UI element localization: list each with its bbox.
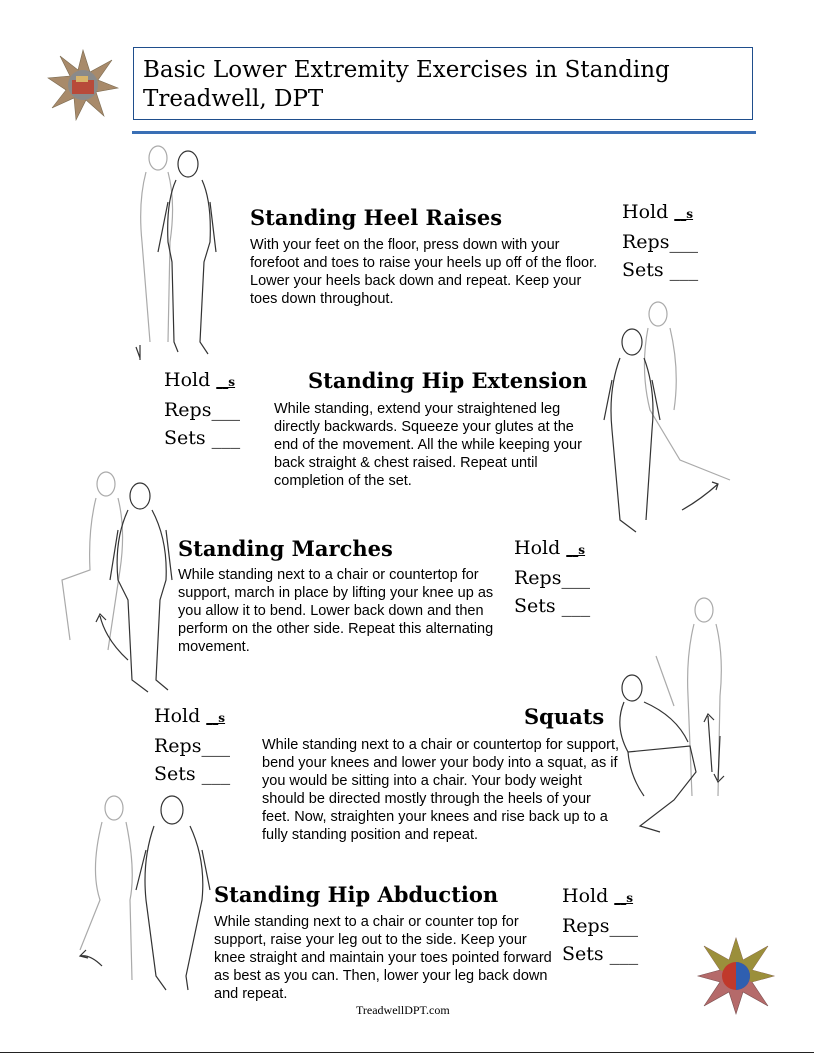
page-subtitle: Treadwell, DPT [143, 86, 324, 112]
logo-star-icon [696, 936, 776, 1016]
hold-reps-sets-heel-raises [622, 198, 698, 284]
exercise-title-heel-raises: Standing Heel Raises [250, 205, 503, 230]
sets-field: Sets ___ [514, 595, 591, 617]
page-title: Basic Lower Extremity Exercises in Standing [143, 57, 670, 83]
hold-seconds-field: __s [566, 543, 586, 557]
hold-reps-sets-hip-abduction [562, 882, 638, 968]
footer-website: TreadwellDPT.com [356, 1003, 450, 1017]
hold-label: Hold [154, 705, 201, 727]
sets-field: Sets ___ [164, 427, 241, 449]
hold-seconds-field: __s [216, 375, 236, 389]
sets-field: Sets ___ [154, 763, 231, 785]
exercise-desc-squats: While standing next to a chair or countertop for support, bend your knees and lower your body into a squat, as if you would be sitting into a chair. Your body weight should be directed mostly through the heels of your feet. Now, straighten your knees and rise back up to a fully standing position and repeat. [262, 737, 620, 843]
exercise-title-marches: Standing Marches [178, 536, 393, 561]
reps-field: Reps___ [514, 567, 590, 589]
hold-seconds-field: __s [614, 891, 634, 905]
exercise-desc-hip-abduction: While standing next to a chair or counter top for support, raise your leg out to the side. Keep your knee straight and maintain your toes pointed forward as best as you can. Then, lower your leg back down and repeat. [214, 914, 552, 1002]
hold-label: Hold [622, 201, 669, 223]
reps-field: Reps___ [622, 231, 698, 253]
reps-field: Reps___ [154, 735, 230, 757]
hip-abduction-figure [60, 790, 220, 1000]
heel-raises-figure [128, 142, 228, 362]
bottom-divider [0, 1052, 814, 1053]
exercise-desc-hip-extension: While standing, extend your straightened leg directly backwards. Squeeze your glutes at the end of the movement. All the while keeping your back straight & chest raised. Repeat until completion of the set. [274, 401, 582, 489]
header-divider [132, 131, 756, 134]
sets-field: Sets ___ [622, 259, 699, 281]
hold-reps-sets-marches [514, 534, 590, 620]
hold-reps-sets-hip-extension [164, 366, 240, 452]
exercise-desc-marches: While standing next to a chair or countertop for support, march in place by lifting your knee up as you allow it to bend. Lower back down and then perform on the other side. Repeat this alternating movement. [178, 567, 494, 655]
sets-field: Sets ___ [562, 943, 639, 965]
hold-label: Hold [514, 537, 561, 559]
hold-reps-sets-squats [154, 702, 230, 788]
hip-extension-figure [600, 300, 760, 540]
exercise-desc-heel-raises: With your feet on the floor, press down with your forefoot and toes to raise your heels up off of the floor. Lower your heels back down and repeat. Keep your toes down throughout. [250, 237, 598, 307]
hold-seconds-field: __s [206, 711, 226, 725]
reps-field: Reps___ [164, 399, 240, 421]
exercise-title-hip-abduction: Standing Hip Abduction [214, 882, 499, 907]
exercise-title-hip-extension: Standing Hip Extension [308, 368, 588, 393]
header-title-box [133, 47, 753, 120]
logo-star-icon [46, 48, 120, 122]
reps-field: Reps___ [562, 915, 638, 937]
hold-label: Hold [164, 369, 211, 391]
hold-label: Hold [562, 885, 609, 907]
hold-seconds-field: __s [674, 207, 694, 221]
marches-figure [48, 470, 178, 700]
exercise-title-squats: Squats [524, 704, 605, 729]
squats-figure [600, 596, 740, 846]
